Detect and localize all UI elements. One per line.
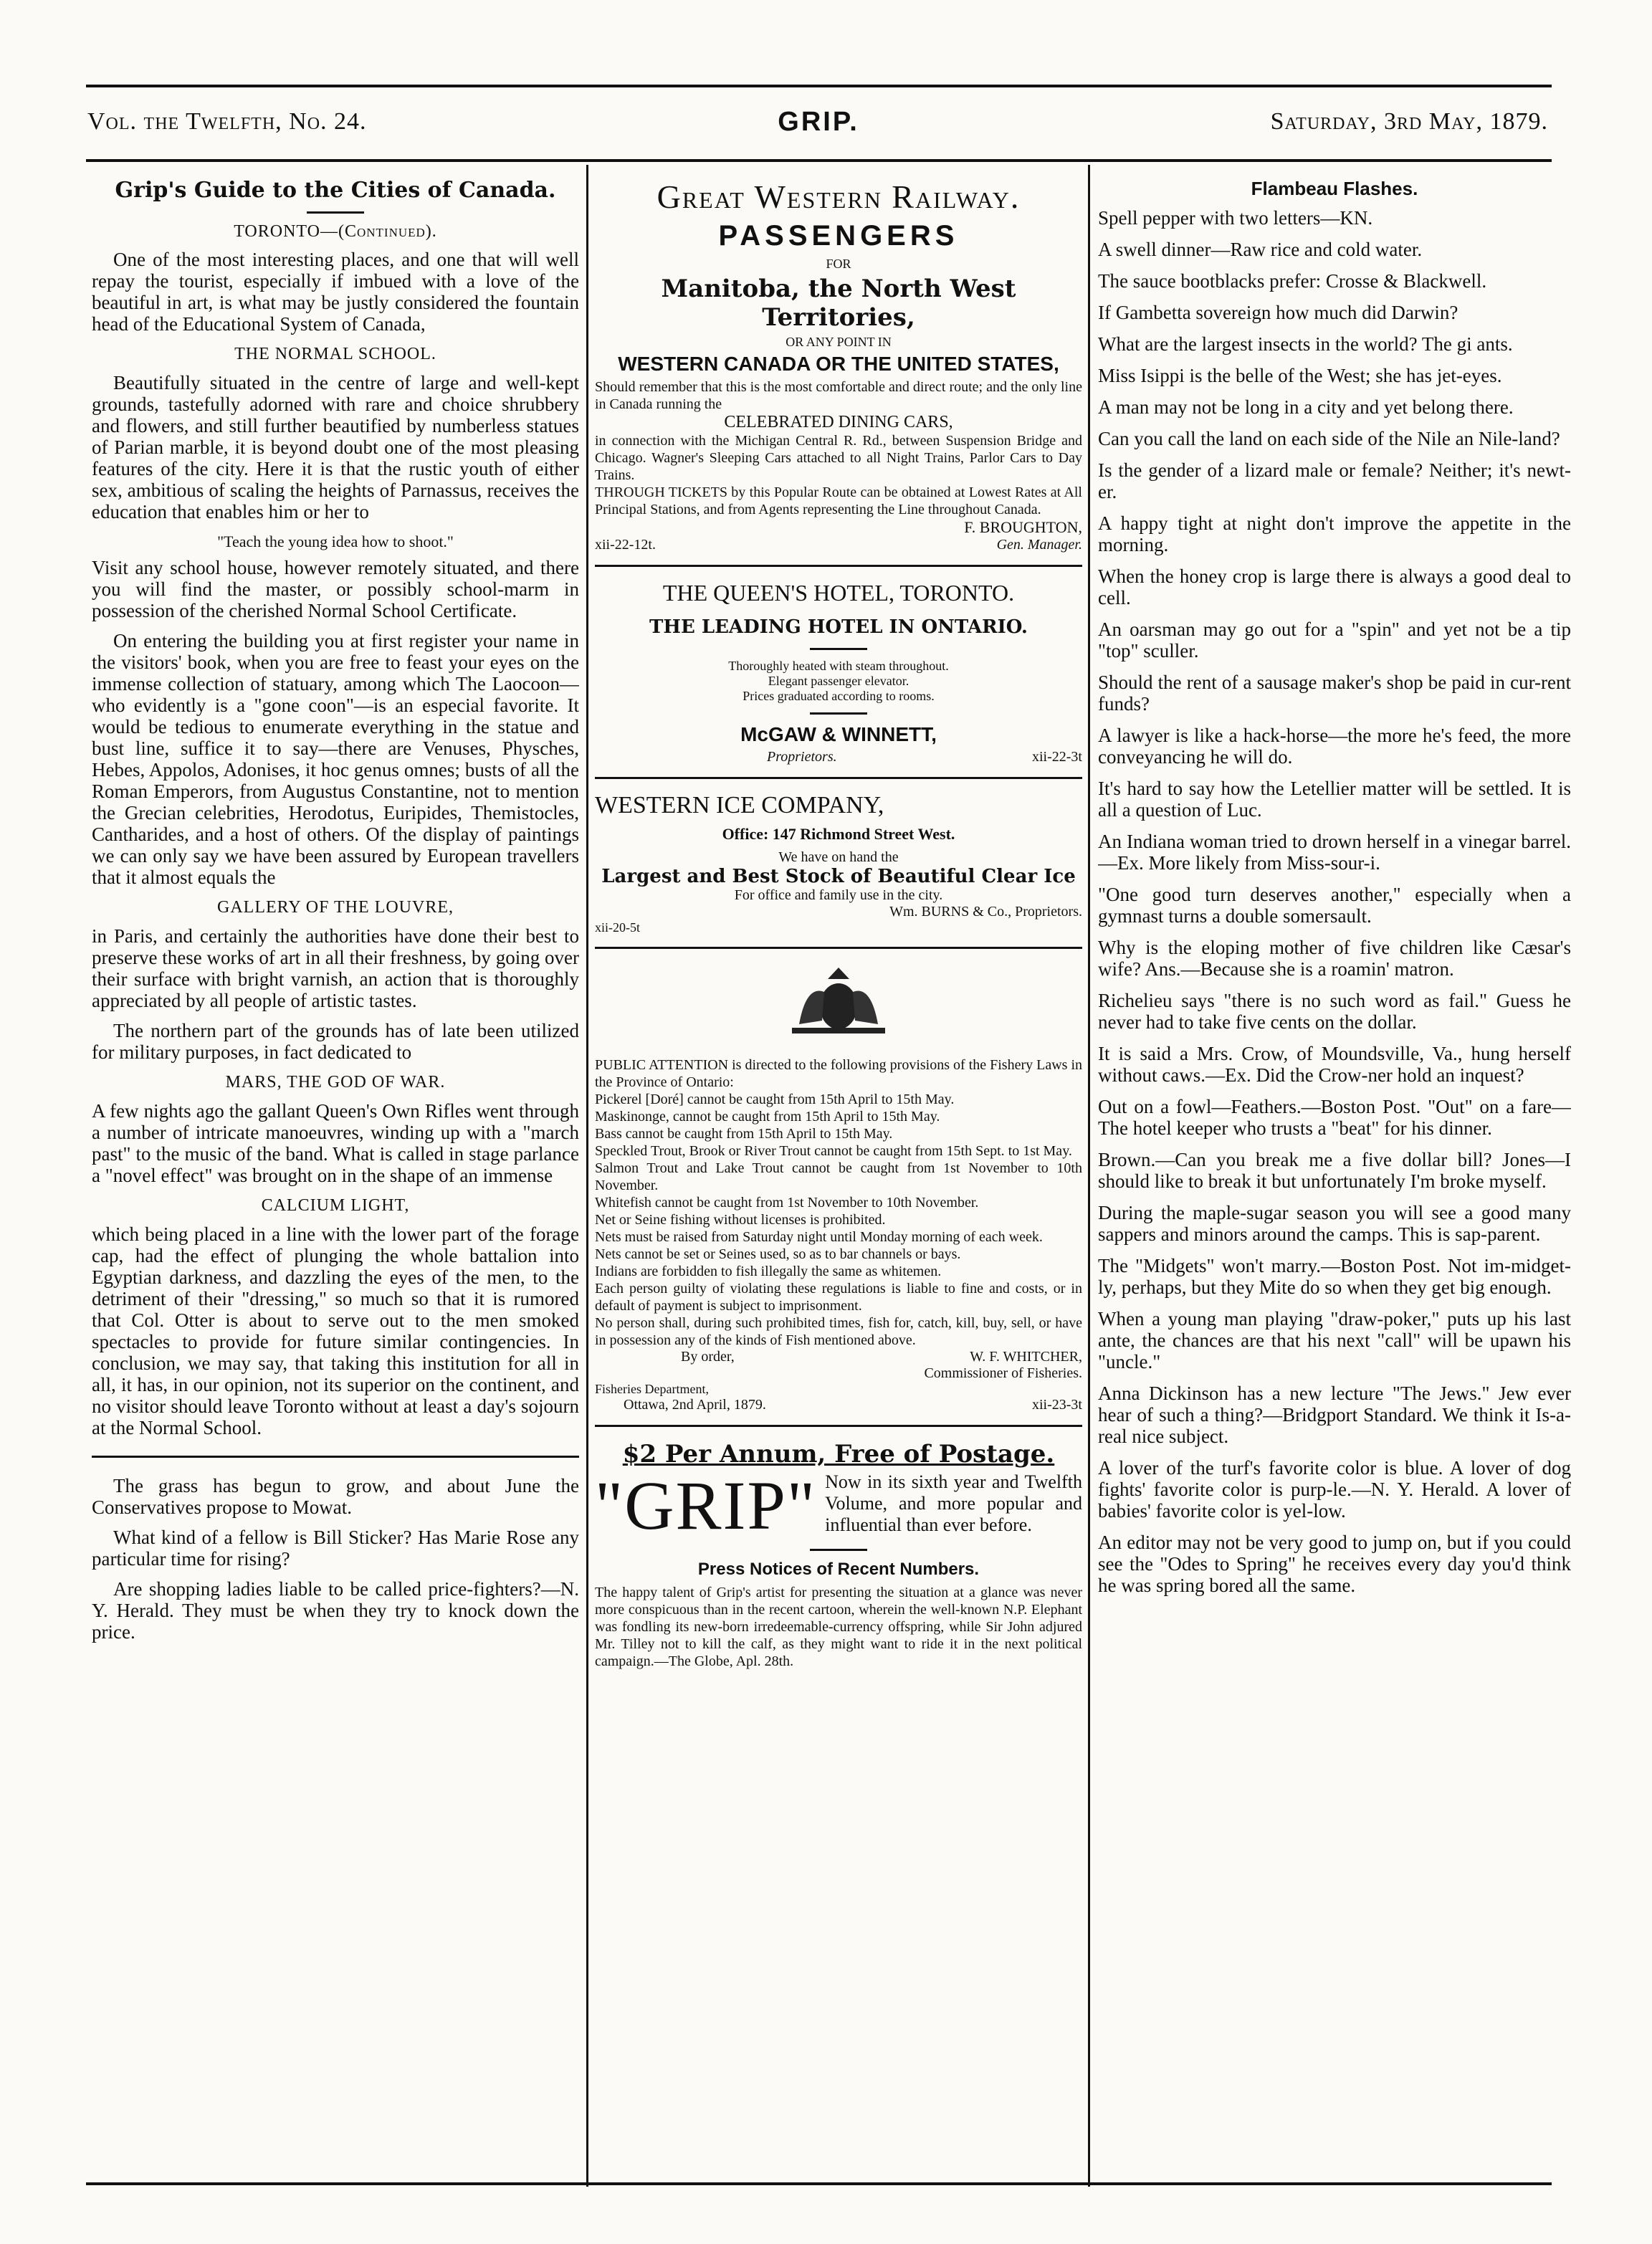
ad-text: Should remember that this is the most comfortable and direct route; and the only line in Canada running the [595,379,1082,412]
ad-headline: THE LEADING HOTEL IN ONTARIO. [649,616,1028,638]
notice-item: Nets cannot be set or Seines used, so as to bar channels or bays. [595,1246,961,1262]
grip-subscription-ad [595,1440,1082,1670]
section-heading: CALCIUM LIGHT, [261,1196,410,1215]
ad-signature: F. BROUGHTON, [964,518,1082,536]
column-divider [1088,165,1090,2187]
ad-title: Great Western Railway. [656,178,1021,215]
divider [810,712,867,715]
volume-info: Vol. the Twelfth, No. 24. [87,108,367,135]
flash-item: Should the rent of a sausage maker's shop be paid in cur-rent funds? [1098,672,1571,715]
notice-order: By order, [681,1349,735,1365]
notice-dept: Fisheries Department, [595,1382,709,1396]
paragraph: Visit any school house, however remotely situated, and there you will find the master, or possibly school-marm in possession of the cherished Normal School Certificate. [92,557,579,621]
fishery-notice [595,1056,1082,1427]
ad-role: Proprietors. [767,749,837,765]
notice-footer [595,1397,1082,1413]
queens-hotel-advertisement [595,580,1082,779]
column-flashes [1098,178,1571,2179]
flash-item: Richelieu says "there is no such word as fail." Guess he never had to take five cents on the dollar. [1098,990,1571,1033]
notice-intro: PUBLIC ATTENTION is directed to the following provisions of the Fishery Laws in the Province of Ontario: [595,1057,1082,1090]
notice-signature [595,1349,1082,1365]
paragraph: A few nights ago the gallant Queen's Own Rifles went through a number of intricate manoeuvres, winding up with a "march past" to the music of the band. What is called in stage parlance a "novel effect" was brought on in the shape of an immense [92,1100,579,1186]
section-heading: THE NORMAL SCHOOL. [234,345,436,363]
ad-text: We have on hand the [778,849,899,865]
masthead [87,93,1548,151]
flash-item: What are the largest insects in the world? The gi ants. [1098,333,1513,355]
flash-item: During the maple-sugar season you will see a good many sappers and minors around the camps. This is sap-parent. [1098,1202,1571,1245]
notice-role: Commissioner of Fisheries. [924,1365,1082,1381]
ad-headline: PASSENGERS [718,220,959,252]
grip-promo-text: Now in its sixth year and Twelfth Volume, and more popular and influential than ever before. [825,1471,1082,1535]
divider [307,211,364,214]
article-title: Grip's Guide to the Cities of Canada. [115,178,556,203]
section-heading: GALLERY OF THE LOUVRE, [217,898,454,917]
notice-item: Each person guilty of violating these regulations is liable to fine and costs, or in default of payment is subject to imprisonment. [595,1281,1082,1314]
grip-logo: "GRIP" [595,1467,817,1544]
grip-promo [595,1467,1082,1544]
flash-item: Why is the eloping mother of five children like Cæsar's wife? Ans.—Because she is a roamin' matron. [1098,937,1571,980]
header-rule [86,159,1552,162]
notice-signer: W. F. WHITCHER, [970,1349,1082,1365]
flash-item: "One good turn deserves another," especially when a gymnast turns a double somersault. [1098,884,1571,927]
notice-code: xii-23-3t [1032,1397,1082,1413]
ad-text: in connection with the Michigan Central R. Rd., between Suspension Bridge and Chicago. Wagner's Sleeping Cars attached to all Night Trains, Parlor Cars to Day Trains. [595,433,1082,483]
joke: Are shopping ladies liable to be called price-fighters?—N. Y. Herald. They must be when they try to knock down the price. [92,1578,579,1643]
paragraph: On entering the building you at first register your name in the visitors' book, when you are free to feast your eyes on the immense collection of statuary, among which The Laocoon—who evidently is a "gone coon"—is an especial favorite. It would be tedious to enumerate everything in the statue and bust line, suffice it to say—there are Venuses, Physches, Hebes, Appolos, Adonises, it hoc genus omnes; busts of all the Roman Emperors, from Augustus Constantine, not to mention the Grecian celebrities, Herodotus, Euripides, Themistocles, Cantharides, and a host of others. Of the display of paintings we can only say we have been assured by European travellers that it almost equals the [92,630,579,888]
ad-footer [595,537,1082,553]
flash-item: A happy tight at night don't improve the appetite in the morning. [1098,512,1571,555]
ad-text: Prices graduated according to rooms. [743,689,935,703]
flash-item: A lover of the turf's favorite color is blue. A lover of dog fights' favorite color is purp-le.—N. Y. Herald. A lover of babies' favorite color is yel-low. [1098,1457,1571,1522]
press-title: Press Notices of Recent Numbers. [697,1560,980,1579]
issue-date: Saturday, 3rd May, 1879. [1270,108,1548,135]
ad-text: Thoroughly heated with steam throughout. [728,659,949,673]
ad-text: FOR [826,257,851,271]
column-advertisements [595,178,1082,2179]
divider [92,1456,579,1458]
flash-item: It is said a Mrs. Crow, of Moundsville, Va., hung herself without caws.—Ex. Did the Crow-ner hold an inquest? [1098,1043,1571,1086]
ad-text: CELEBRATED DINING CARS, [724,413,953,431]
ad-firm: McGAW & WINNETT, [740,723,937,745]
flash-item: Spell pepper with two letters—KN. [1098,207,1373,229]
flash-item: Brown.—Can you break me a five dollar bill? Jones—I should like to break it but unfortunately I'm broke myself. [1098,1149,1571,1192]
price-headline: $2 Per Annum, Free of Postage. [622,1440,1055,1469]
top-rule [86,85,1552,87]
notice-item: Maskinonge, cannot be caught from 15th April to 15th May. [595,1109,940,1125]
flash-item: The sauce bootblacks prefer: Crosse & Blackwell. [1098,270,1487,292]
ad-code: xii-20-5t [595,920,640,935]
paragraph: The northern part of the grounds has of late been utilized for military purposes, in fact dedicated to [92,1020,579,1063]
article-body [92,249,579,1643]
flash-item: A swell dinner—Raw rice and cold water. [1098,239,1423,260]
ad-title: WESTERN ICE COMPANY, [595,792,884,818]
article-subtitle: TORONTO—(Continued). [234,222,437,241]
gwr-advertisement [595,178,1082,567]
column-divider [586,165,588,2187]
notice-item: Indians are forbidden to fish illegally the same as whitemen. [595,1264,942,1279]
notice-item: Nets must be raised from Saturday night until Monday morning of each week. [595,1229,1043,1245]
flash-item: A man may not be long in a city and yet belong there. [1098,396,1514,418]
flash-item: When the honey crop is large there is always a good deal to cell. [1098,565,1571,608]
column-guide [92,178,579,2179]
flash-item: An oarsman may go out for a "spin" and yet not be a tip "top" sculler. [1098,619,1571,662]
ad-text: Office: 147 Richmond Street West. [722,825,955,843]
flash-item: Anna Dickinson has a new lecture "The Jews." Jew ever hear of such a thing?—Bridgport Standard. We think it Is-a-real nice subject. [1098,1383,1571,1447]
notice-item: Pickerel [Doré] cannot be caught from 15th April to 15th May. [595,1092,955,1107]
flashes-title: Flambeau Flashes. [1251,178,1418,199]
divider [810,648,867,650]
paragraph: One of the most interesting places, and one that will well repay the tourist, especially if imbued with a love of the beautiful in art, is what may be justly considered the fountain head of the Educational System of Canada, [92,249,579,335]
ad-code: xii-22-12t. [595,537,656,553]
notice-item: Speckled Trout, Brook or River Trout cannot be caught from 15th Sept. to 1st May. [595,1143,1072,1159]
flash-item: Can you call the land on each side of the Nile an Nile-land? [1098,428,1560,449]
flash-item: An Indiana woman tried to drown herself in a vinegar barrel.—Ex. More likely from Miss-sour-i. [1098,831,1571,874]
ad-signature: Wm. BURNS & Co., Proprietors. [889,904,1082,920]
flash-item: It's hard to say how the Letellier matter will be settled. It is all a question of Luc. [1098,778,1571,821]
ad-destination: Manitoba, the North West Territories, [661,274,1016,332]
ad-text: Elegant passenger elevator. [768,674,909,688]
flashes-list [1098,207,1571,1596]
ad-headline: Largest and Best Stock of Beautiful Clear Ice [601,866,1076,887]
quotation: "Teach the young idea how to shoot." [217,533,454,550]
divider [810,1549,867,1551]
notice-item: Bass cannot be caught from 15th April to 15th May. [595,1126,893,1142]
flash-item: An editor may not be very good to jump on, but if you could see the "Odes to Spring" he receives every day you'd think he was spring bored all the same. [1098,1532,1571,1596]
ad-text: For office and family use in the city. [734,887,943,903]
flash-item: Miss Isippi is the belle of the West; she has jet-eyes. [1098,365,1502,386]
notice-item: Salmon Trout and Lake Trout cannot be caught from 1st November to 10th November. [595,1160,1082,1193]
flash-item: When a young man playing "draw-poker," puts up his last ante, the chances are that his next "call" will be upawn his "uncle." [1098,1308,1571,1372]
ad-footer [595,749,1082,765]
flash-item: Out on a fowl—Feathers.—Boston Post. "Out" on a fare—The hotel keeper who trusts a "beat" for his dinner. [1098,1096,1571,1139]
section-heading: MARS, THE GOD OF WAR. [225,1073,446,1092]
joke: The grass has begun to grow, and about June the Conservatives propose to Mowat. [92,1475,579,1518]
ad-code: xii-22-3t [1032,749,1082,765]
ad-text: THROUGH TICKETS by this Popular Route can be obtained at Lowest Rates at All Principal Stations, and from Agents representing the Line throughout Canada. [595,484,1082,517]
notice-item: No person shall, during such prohibited times, fish for, catch, kill, buy, sell, or have in possession any of the kinds of Fish mentioned above. [595,1315,1082,1348]
western-ice-advertisement [595,792,1082,949]
notice-item: Net or Seine fishing without licenses is prohibited. [595,1212,886,1228]
paragraph: which being placed in a line with the lower part of the forage cap, had the effect of plunging the whole battalion into Egyptian darkness, and dazzling the eyes of the men, to the detriment of their "dressing," so much so that it is rumored that Col. Otter is about to serve out to the men smoked spectacles to provide for future similar contingencies. In conclusion, we may say, that taking this institution for all in all, it has, in our opinion, not its superior on the continent, and no visitor should leave Toronto without at least a day's sojourn at the Normal School. [92,1223,579,1438]
royal-crest-icon [770,963,907,1042]
flash-item: A lawyer is like a hack-horse—the more he's feed, the more conveyancing he will do. [1098,725,1571,768]
flash-item: The "Midgets" won't marry.—Boston Post. Not im-midget-ly, perhaps, but they Mite do so when they get big enough. [1098,1255,1571,1298]
ad-destination: WESTERN CANADA OR THE UNITED STATES, [618,353,1059,375]
press-notice: The happy talent of Grip's artist for presenting the situation at a glance was never more conspicuous than in the recent cartoon, wherein the well-known N.P. Elephant was fondling its new-born irredeemable-currency offspring, while Sir John adjured Mr. Tilley not to kill the calf, as they might want to ride it in the next political campaign.—The Globe, Apl. 28th. [595,1585,1082,1669]
ad-text: OR ANY POINT IN [786,335,892,349]
bottom-rule [86,2182,1552,2185]
paper-title: GRIP. [778,106,859,137]
ad-title: THE QUEEN'S HOTEL, TORONTO. [662,580,1015,606]
ad-role: Gen. Manager. [996,537,1082,553]
notice-date: Ottawa, 2nd April, 1879. [624,1397,766,1413]
flash-item: Is the gender of a lizard male or female? Neither; it's newt-er. [1098,459,1571,502]
joke: What kind of a fellow is Bill Sticker? Has Marie Rose any particular time for rising? [92,1527,579,1570]
flash-item: If Gambetta sovereign how much did Darwin? [1098,302,1458,323]
paragraph: Beautifully situated in the centre of large and well-kept grounds, tastefully adorned with rare and choice shrubbery and flowers, and still further beautified by numberless statues of Parian marble, it is beyond doubt one of the most pleasing features of the city. Here it is that the rustic youth of either sex, ambitious of scaling the heights of Parnassus, receives the education that enables him or her to [92,372,579,522]
paragraph: in Paris, and certainly the authorities have done their best to preserve these works of art in all their freshness, by going over their surface with bright varnish, an action that is thoroughly appreciated by all people of artistic tastes. [92,925,579,1011]
notice-item: Whitefish cannot be caught from 1st November to 10th November. [595,1195,979,1211]
